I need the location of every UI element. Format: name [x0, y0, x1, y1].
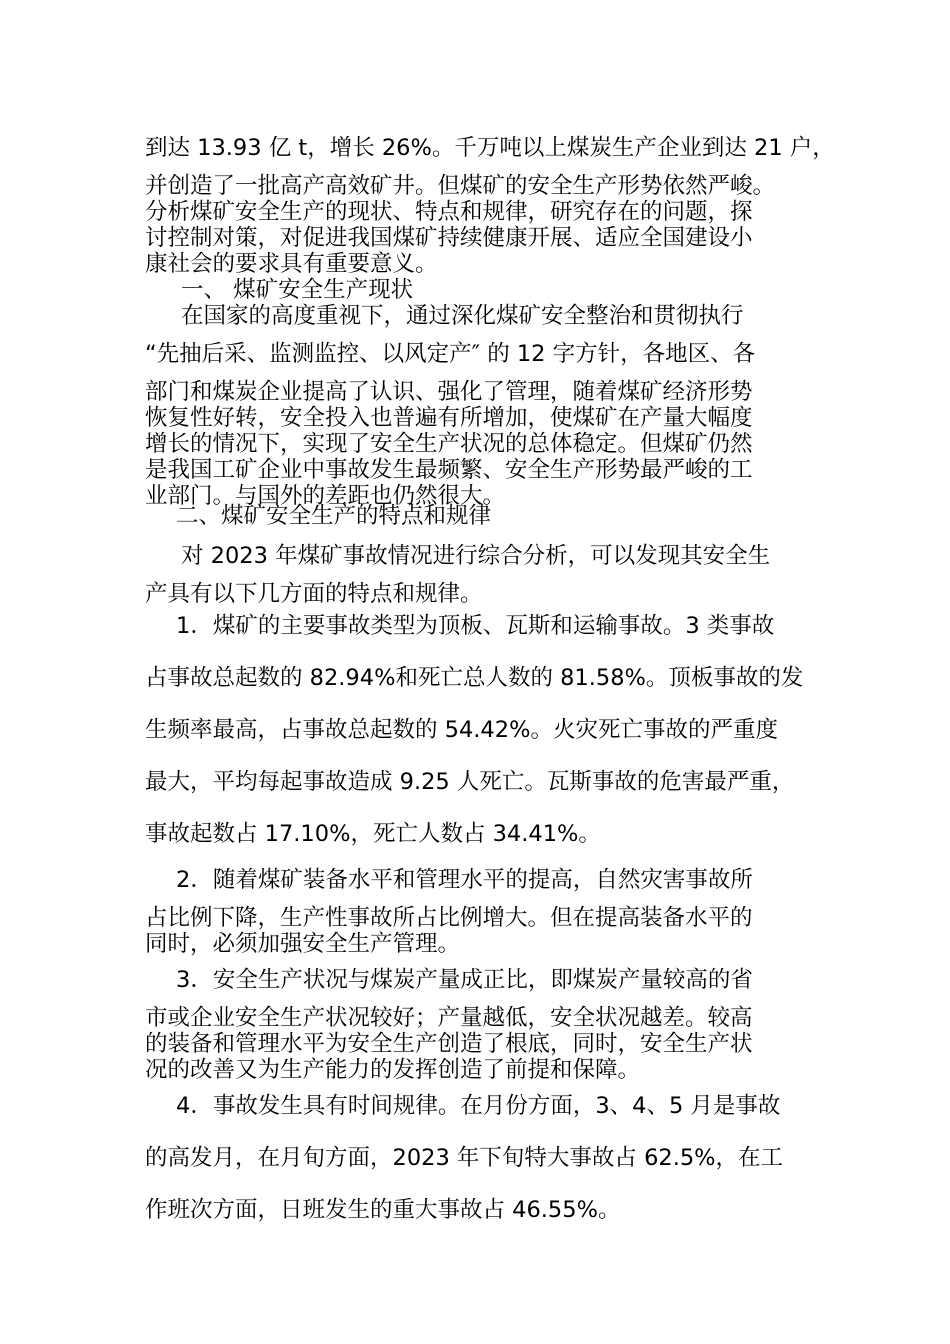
- text-line: “先抽后采、监测监控、以风定产″ 的 12 字方针，各地区、各: [145, 341, 756, 367]
- text-line: 最大，平均每起事故造成 9.25 人死亡。瓦斯事故的危害最严重，: [145, 769, 795, 795]
- text-line: 的高发月，在月旬方面，2023 年下旬特大事故占 62.5%，在工: [145, 1145, 784, 1171]
- list-item: 1．煤矿的主要事故类型为顶板、瓦斯和运输事故。3 类事故: [176, 613, 775, 639]
- text-line: 占事故总起数的 82.94%和死亡总人数的 81.58%。顶板事故的发: [145, 665, 804, 691]
- text-line: 业部门。与国外的差距也仍然很大。: [145, 483, 506, 509]
- text-line: 产具有以下几方面的特点和规律。: [145, 581, 483, 607]
- text-line: 增长的情况下，实现了安全生产状况的总体稳定。但煤矿仍然: [145, 431, 753, 457]
- text-line: 讨控制对策，对促进我国煤矿持续健康开展、适应全国建设小: [145, 225, 753, 251]
- text-line: 市或企业安全生产状况较好；产量越低，安全状况越差。较高: [145, 1005, 753, 1031]
- text-line: 作班次方面，日班发生的重大事故占 46.55%。: [145, 1197, 621, 1223]
- text-line: 同时，必须加强安全生产管理。: [145, 931, 461, 957]
- text-line: 在国家的高度重视下，通过深化煤矿安全整治和贯彻执行: [181, 303, 744, 329]
- section-heading: 一、 煤矿安全生产现状: [181, 277, 414, 303]
- text-line: 到达 13.93 亿 t，增长 26%。千万吨以上煤炭生产企业到达 21 户，: [145, 135, 835, 161]
- text-line: 占比例下降，生产性事故所占比例增大。但在提高装备水平的: [145, 905, 753, 931]
- list-item: 4．事故发生具有时间规律。在月份方面，3、4、5 月是事故: [176, 1093, 781, 1119]
- text-line: 对 2023 年煤矿事故情况进行综合分析，可以发现其安全生: [181, 543, 771, 569]
- list-item: 2．随着煤矿装备水平和管理水平的提高，自然灾害事故所: [176, 867, 753, 893]
- text-line: 生频率最高，占事故总起数的 54.42%。火灾死亡事故的严重度: [145, 717, 778, 743]
- text-line: 并创造了一批高产高效矿井。但煤矿的安全生产形势依然严峻。: [145, 173, 776, 199]
- text-line: 分析煤矿安全生产的现状、特点和规律，研究存在的问题，探: [145, 199, 753, 225]
- text-line: 部门和煤炭企业提高了认识、强化了管理，随着煤矿经济形势: [145, 379, 753, 405]
- text-line: 恢复性好转，安全投入也普遍有所增加，使煤矿在产量大幅度: [145, 405, 753, 431]
- section-heading: 二、煤矿安全生产的特点和规律: [176, 503, 492, 529]
- text-line: 是我国工矿企业中事故发生最频繁、安全生产形势最严峻的工: [145, 457, 753, 483]
- text-line: 的装备和管理水平为安全生产创造了根底，同时，安全生产状: [145, 1031, 753, 1057]
- text-line: 事故起数占 17.10%，死亡人数占 34.41%。: [145, 821, 601, 847]
- list-item: 3．安全生产状况与煤炭产量成正比，即煤炭产量较高的省: [176, 967, 753, 993]
- text-line: 况的改善又为生产能力的发挥创造了前提和保障。: [145, 1057, 641, 1083]
- text-line: 康社会的要求具有重要意义。: [145, 251, 438, 277]
